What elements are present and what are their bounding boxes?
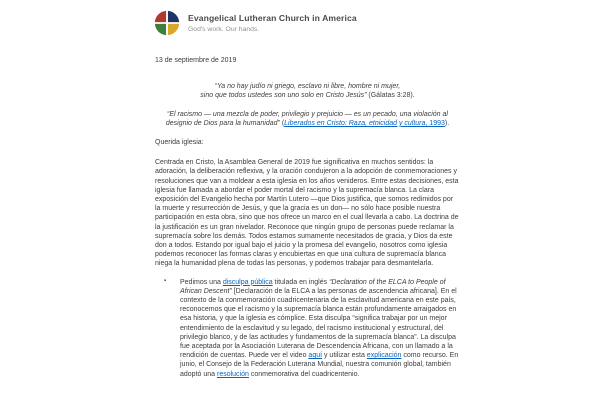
- racism-citation-open: (: [281, 119, 285, 127]
- scripture-quote: [155, 82, 460, 100]
- body-paragraph: Centrada en Cristo, la Asamblea General de 2019 fue significativa en muchos sentidos: la adoración, la deliberación reflexiva, y la oración condujeron a la adopción de conmemoraciones y resoluciones que van a moldear a esta iglesia en los años venideros. Entre estas decisiones, esta iglesia fue llamada a abordar el poder mortal del racismo y la supremacía blanca. La clara exposición del Evangelio hecha por Martín Lutero —que Dios justifica, que somos redimidos por la muerte y resurrección de Jesús, y que la gracia es un don— no sólo hace posible nuestra participación en esta obra, sino que nos ofrece un marco en el cual llevarla a cabo. La doctrina de la justificación es un gran nivelador. Reconoce que ningún grupo de personas puede reclamar la supremacía sobre los demás. Todos estamos sumamente necesitados de gracia, y Dios da este don a todos. Estando por igual bajo el juicio y la promesa del evangelio, nosotros como iglesia podemos reconocer las formas claras y encubiertas en que una cultura de supremacía blanca niega la humanidad plena de todas las personas, y podemos trabajar para desmantelarla.: [155, 159, 459, 268]
- bullet-text: y utilizar esta: [322, 352, 367, 360]
- bullet-text: [Declaración de la ELCA a las personas de ascendencia africana]. En el contexto de la conmemoración cuadricentenaria de la esclavitud americana en este país, reconocemos que el racismo y la supremacía blanca están profundamente arraigados en esa historia, y que la iglesia es cómplice. Esta disculpa “significa trabajar por un mejor entendimiento de la esclavitud y su legado, del racismo institucional y estructural, del privilegio blanco, y de las actitudes y fundamentos de la supremacía blanca”. La disculpa fue aceptada por la Asociación Luterana de Descendencia Africana, con un llamado a la rendición de cuentas. Puede ver el video: [180, 287, 457, 360]
- elca-logo: [153, 9, 181, 37]
- logo-quadrant-top-right: [168, 11, 179, 22]
- letter-date: 13 de septiembre de 2019: [155, 57, 237, 64]
- scripture-quote-text1: “Ya no hay judío ni griego, esclavo ni libre, hombre ni mujer,: [214, 83, 401, 91]
- bullet-marker-icon: ▪: [164, 278, 167, 285]
- bullet-text: titulada en inglés: [272, 278, 330, 286]
- salutation: Querida iglesia:: [155, 139, 204, 147]
- bullet-item-apology: [164, 278, 460, 379]
- liberated-in-christ-link[interactable]: [281, 119, 445, 127]
- letterhead: [153, 9, 357, 37]
- org-tagline: God's work. Our hands.: [188, 25, 260, 33]
- brand-block: [188, 13, 357, 33]
- bullet-text: conmemorativa del cuadricentenio.: [248, 370, 360, 378]
- scripture-quote-line2: [155, 91, 460, 100]
- scripture-quote-text2: sino que todos ustedes son uno solo en Cristo Jesús”: [200, 92, 367, 100]
- logo-quadrant-bottom-right: [168, 24, 179, 35]
- scripture-citation: (Gálatas 3:28).: [366, 92, 415, 100]
- logo-quadrant-bottom-left: [155, 24, 166, 35]
- racism-quote: [155, 110, 460, 128]
- public-apology-link[interactable]: disculpa pública: [222, 278, 273, 286]
- bullet-text: Pedimos una: [180, 278, 223, 286]
- declaration-title: “Declaration of the ELCA to People of African Descent”: [180, 278, 446, 295]
- scripture-quote-line1: [155, 82, 460, 91]
- video-link[interactable]: aquí: [308, 352, 323, 360]
- bullet-list: [155, 278, 460, 379]
- liberated-in-christ-link-year: , 1993: [425, 119, 445, 127]
- liberated-in-christ-link-title: Liberados en Cristo: Raza, etnicidad y cultura: [284, 119, 426, 127]
- resolution-link[interactable]: resolución: [216, 370, 249, 378]
- racism-citation-close: ).: [444, 119, 450, 127]
- explanation-link[interactable]: explicación: [366, 352, 402, 360]
- org-name: Evangelical Lutheran Church in America: [188, 13, 357, 24]
- logo-quadrant-top-left: [155, 11, 166, 22]
- letter-content: [155, 56, 460, 379]
- racism-quote-text: “El racismo — una mezcla de poder, privilegio y prejuicio — es un pecado, una violación al designio de Dios para la humanidad”: [165, 110, 448, 127]
- bullet-text: como recurso. En junio, el Consejo de la Federación Luterana Mundial, nuestra comunión global, también adoptó una: [180, 352, 459, 378]
